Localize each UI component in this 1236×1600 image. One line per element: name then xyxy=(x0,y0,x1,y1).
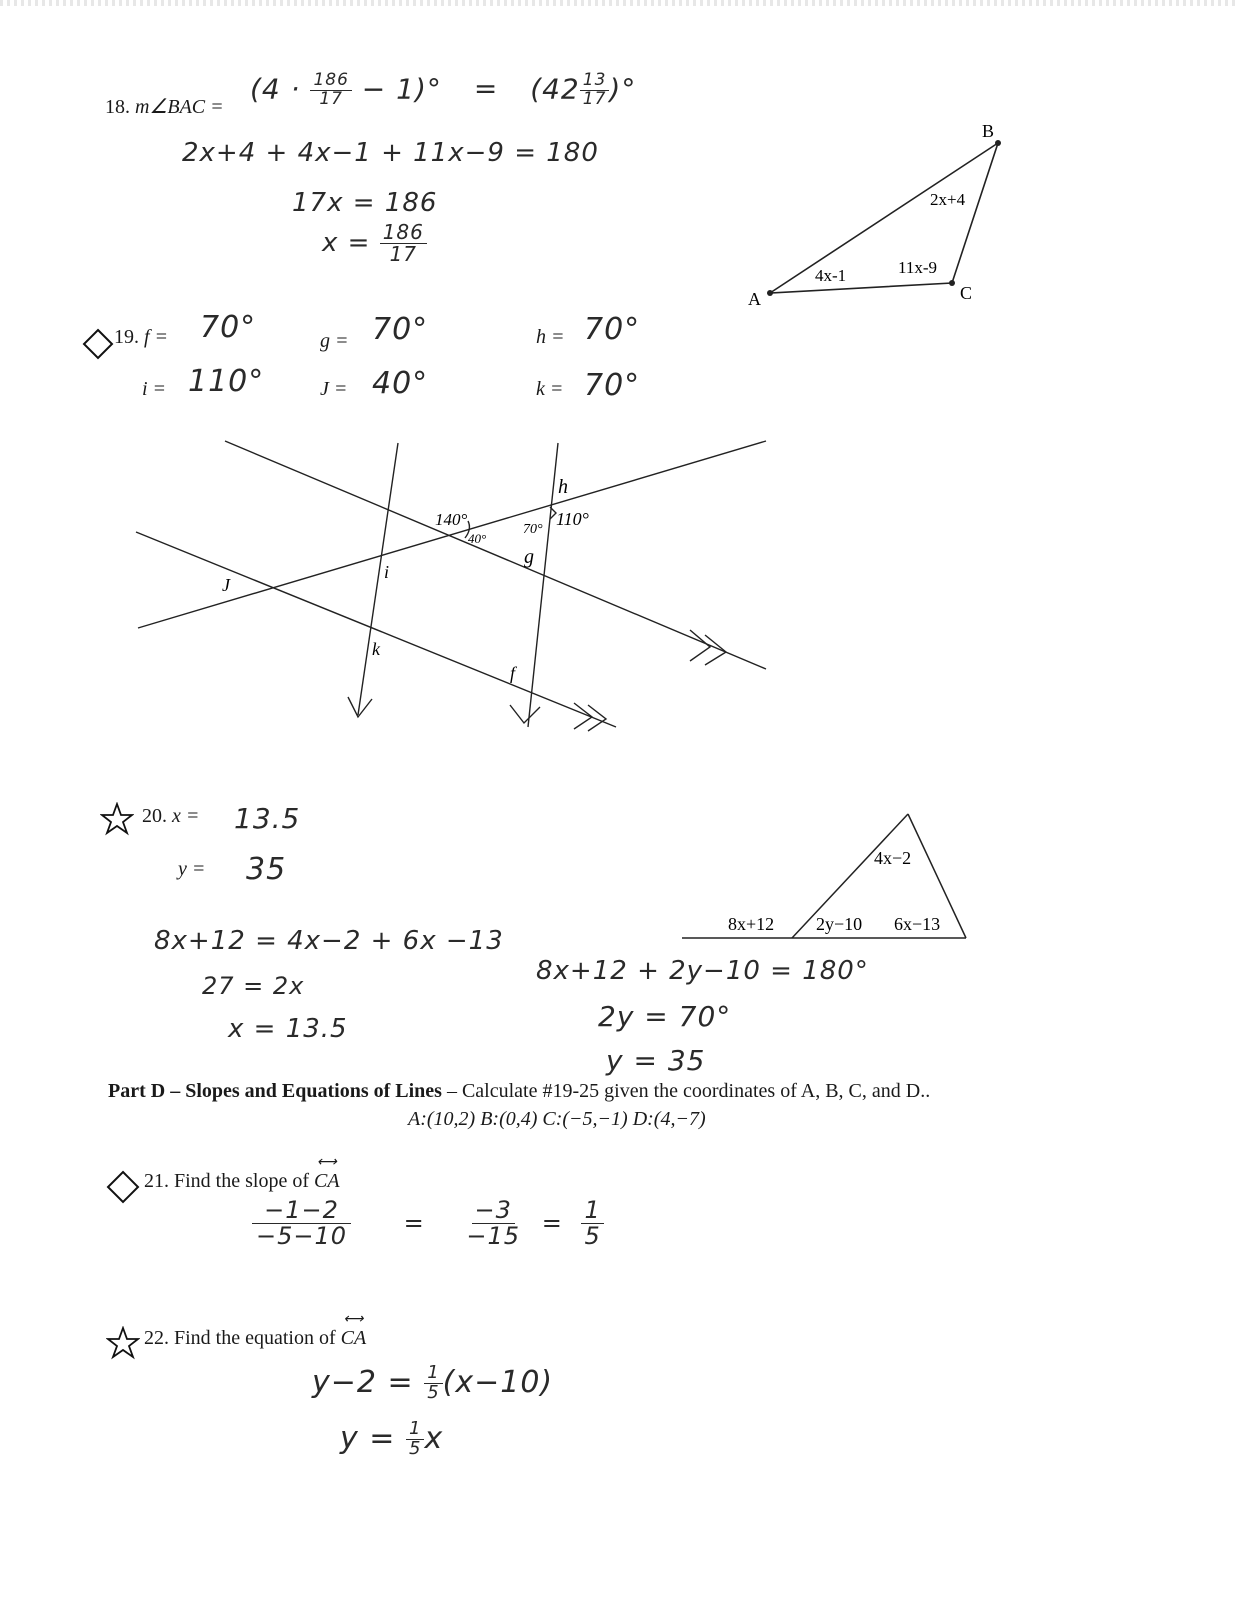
double-arrow-upper-b xyxy=(705,635,726,665)
diagram-angle-110: 110° xyxy=(556,509,589,529)
q20-work-right2: 2y = 70° xyxy=(598,1000,732,1033)
diagram-angle-140: 140° xyxy=(435,510,468,529)
q20-work-left2: 27 = 2x xyxy=(202,972,305,1000)
q19-h-label: h = xyxy=(536,326,565,348)
q18-work-line1: 2x+4 + 4x−1 + 11x−9 = 180 xyxy=(182,138,599,168)
crossing-line xyxy=(138,441,766,628)
q19-lines-diagram xyxy=(130,435,780,735)
vertex-a-label: A xyxy=(748,289,761,309)
q18-work-line2: 17x = 186 xyxy=(292,188,438,218)
q19-j-value: 40° xyxy=(372,366,429,401)
diagram-label-j: J xyxy=(222,575,230,595)
transversal-line-lower xyxy=(136,532,616,727)
diagram-label-k: k xyxy=(372,639,380,659)
q19-g-value: 70° xyxy=(372,312,429,347)
vertex-c-label: C xyxy=(960,283,973,303)
parallel-line-left xyxy=(358,443,398,715)
angle-c-label: 11x-9 xyxy=(898,258,938,277)
q22-prompt: 22. Find the equation of ⟷ CA xyxy=(144,1327,366,1350)
diagram-angle-40: 40° xyxy=(468,531,487,546)
q22-work-line2: y = $\frac{1}{5}$ x xyxy=(340,1418,444,1459)
vertex-a-dot xyxy=(767,290,773,296)
diagram-angle-70: 70° xyxy=(523,522,543,537)
q20-x-value: 13.5 xyxy=(234,802,301,835)
q19-f-value: 70° xyxy=(200,310,257,345)
diamond-icon xyxy=(82,328,114,360)
q19-i-label: i = xyxy=(142,378,167,400)
q19-k-label: k = xyxy=(536,378,564,400)
transversal-line-upper xyxy=(225,441,766,669)
inner-right-label: 6x−13 xyxy=(894,914,941,934)
q20-triangle xyxy=(676,802,976,952)
q18-label: 18. m∠BAC = xyxy=(105,96,224,118)
q20-y-label: y = xyxy=(178,858,206,880)
top-angle-label: 4x−2 xyxy=(874,848,912,868)
double-arrow-upper-a xyxy=(690,630,710,661)
q18-work-line3: x = $\frac{186}{17}$ xyxy=(322,222,427,265)
q18-answer: (4 · $\frac{186}{17}$ − 1)° = (42 $\frac{13}{17}$ )° xyxy=(250,70,637,109)
diagram-label-f: f xyxy=(510,663,516,683)
q18-triangle xyxy=(740,115,1020,315)
star-icon xyxy=(100,802,134,836)
scan-edge-noise xyxy=(0,0,1236,6)
part-d-coordinates: A:(10,2) B:(0,4) C:(−5,−1) D:(4,−7) xyxy=(408,1108,706,1130)
q19-k-value: 70° xyxy=(584,368,641,403)
q19-i-value: 110° xyxy=(188,364,265,399)
q22-line-name: ⟷ CA xyxy=(341,1327,367,1350)
vertex-c-dot xyxy=(949,280,955,286)
vertex-b-label: B xyxy=(982,121,995,141)
q21-line-name: ⟷ CA xyxy=(314,1170,340,1193)
q20-work-left3: x = 13.5 xyxy=(228,1014,348,1044)
angle-b-label: 2x+4 xyxy=(930,190,966,209)
q19-f-label: 19. f = xyxy=(114,326,169,348)
q20-work-right1: 8x+12 + 2y−10 = 180° xyxy=(536,956,869,986)
part-d-heading: Part D – Slopes and Equations of Lines – Calculate #19-25 given the coordinates of A, B, C, and D.. xyxy=(108,1080,931,1102)
q20-work-left1: 8x+12 = 4x−2 + 6x −13 xyxy=(154,926,504,956)
diagram-label-i: i xyxy=(384,562,390,582)
arrow-right-line xyxy=(510,705,540,723)
angle-a-label: 4x-1 xyxy=(815,266,847,285)
inner-left-label: 2y−10 xyxy=(816,914,863,934)
q21-work: $\frac{-1-2}{-5-10}$ = $\frac{-3}{-15}$ = $\frac{1}{5}$ xyxy=(248,1198,604,1249)
q22-work-line1: y−2 = $\frac{1}{5}$ (x−10) xyxy=(312,1362,554,1403)
q20-work-right3: y = 35 xyxy=(606,1044,706,1077)
triangle-abc-shape xyxy=(770,143,998,293)
q19-j-label: J = xyxy=(320,378,348,400)
parallel-line-right xyxy=(528,443,558,727)
star-icon xyxy=(106,1326,140,1360)
q20-y-value: 35 xyxy=(246,852,287,887)
diagram-label-g: g xyxy=(524,546,534,568)
diagram-label-h: h xyxy=(558,476,568,498)
q19-g-label: g = xyxy=(320,330,349,352)
ext-angle-label: 8x+12 xyxy=(728,914,775,934)
q20-x-label: 20. x = xyxy=(142,805,200,827)
q21-prompt: 21. Find the slope of ⟷ CA xyxy=(144,1170,340,1193)
q19-h-value: 70° xyxy=(584,312,641,347)
diamond-icon xyxy=(106,1170,140,1204)
vertex-b-dot xyxy=(995,140,1001,146)
